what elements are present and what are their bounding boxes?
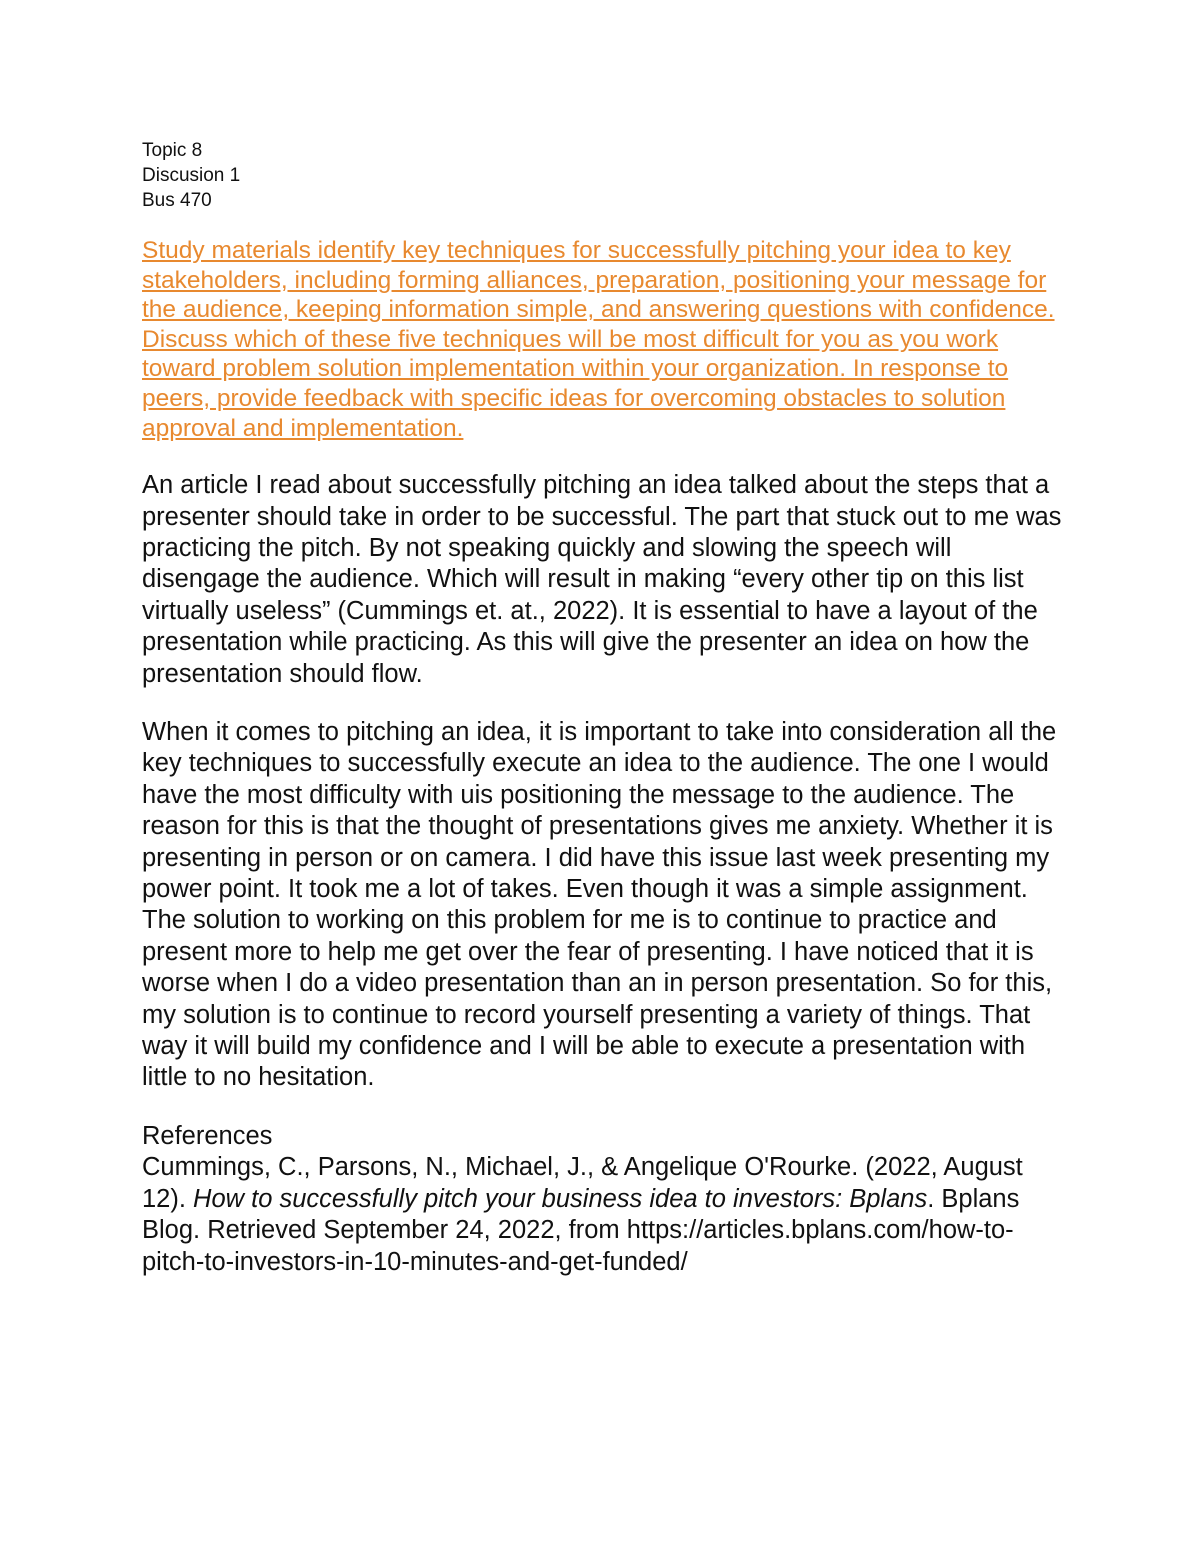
topic-label: Topic 8 [142, 140, 203, 161]
response-paragraph-2: When it comes to pitching an idea, it is important to take into consideration all the key techniques to successfully execute an idea to the audience. The one I would have the most difficulty with uis positioning the message to the audience. The reason for this is that the thought of presentations gives me anxiety. Whether it is presenting in person or on camera. I did have this issue last week presenting my power point. It took me a lot of takes. Even though it was a simple assignment. The solution to working on this problem for me is to continue to practice and present more to help me get over the fear of presenting. I have noticed that it is worse when I do a video presentation than an in person presentation. So for this, my solution is to continue to record yourself presenting a variety of things. That way it will build my confidence and I will be able to execute a presentation with little to no hesitation. [142, 718, 1057, 1092]
discussion-prompt: Study materials identify key techniques for successfully pitching your idea to key stakeholders, including forming alliances, preparation, positioning your message for the audience, keeping information simple, and answering questions with confidence. Discuss which of these five techniques will be most difficult for you as you work toward problem solution implementation within your organization. In response to peers, provide feedback with specific ideas for overcoming obstacles to solution approval and implementation. [142, 237, 1055, 442]
references-heading: References [142, 1121, 273, 1150]
reference-authors-date: Cummings, C., Parsons, N., Michael, J., & Angelique O'Rourke. (2022, August 12). [142, 1153, 1023, 1213]
course-label: Bus 470 [142, 190, 212, 211]
discussion-label: Discusion 1 [142, 165, 241, 186]
document-page [142, 138, 1072, 1278]
document-header [142, 138, 1072, 213]
reference-source: . Bplans Blog. Retrieved September 24, 2022, from https://articles.bplans.com/how-to-pitch-to-investors-in-10-minutes-and-get-funded/ [142, 1184, 1020, 1276]
reference-entry [142, 1153, 1023, 1275]
reference-title: How to successfully pitch your business idea to investors: Bplans [193, 1184, 928, 1213]
references-section [142, 1121, 1072, 1278]
response-paragraph-1: An article I read about successfully pitching an idea talked about the steps that a presenter should take in order to be successful. The part that stuck out to me was practicing the pitch. By not speaking quickly and slowing the speech will disengage the audience. Which will result in making “every other tip on this list virtually useless” (Cummings et. at., 2022). It is essential to have a layout of the presentation while practicing. As this will give the presenter an idea on how the presentation should flow. [142, 471, 1062, 688]
